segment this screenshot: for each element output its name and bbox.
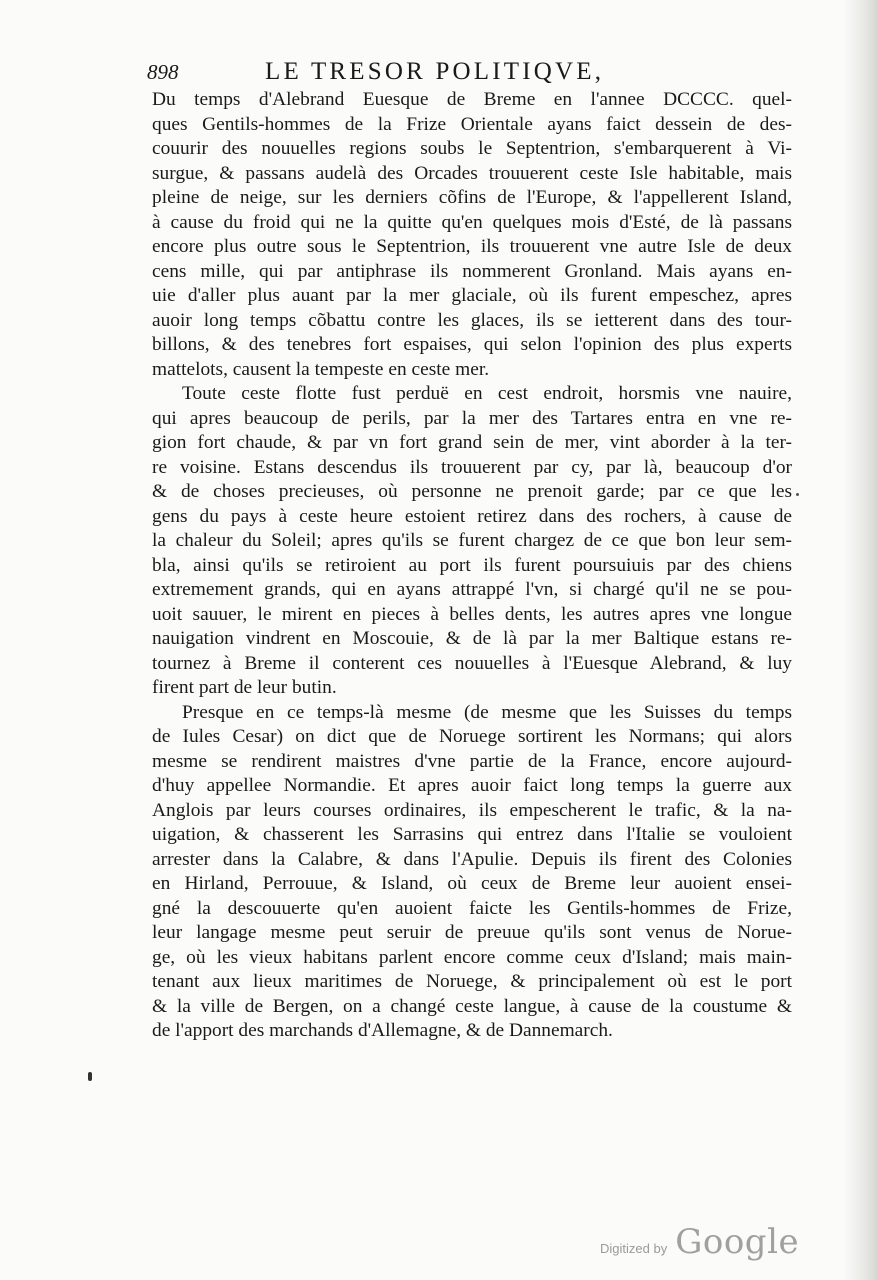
page-number: 898 [147, 60, 179, 84]
text-line: surgue, & passans audelà des Orcades trouuerent ceste Isle habitable, mais [152, 162, 792, 184]
ink-mark [88, 1072, 92, 1081]
google-logo: Google [675, 1222, 800, 1262]
text-line: gion fort chaude, & par vn fort grand sein de mer, vint aborder à la ter- [152, 432, 792, 453]
text-line: uoit sauuer, le mirent en pieces à belles dents, les autres apres vne longue [152, 603, 792, 625]
text-line: qui apres beaucoup de perils, par la mer des Tartares entra en vne re- [152, 407, 792, 429]
text-line: pleine de neige, sur les derniers cõfins de l'Europe, & l'appellerent Island, [152, 187, 792, 208]
text-line: & la ville de Bergen, on a changé ceste langue, à cause de la coustume & [152, 995, 792, 1017]
text-line: gens du pays à ceste heure estoient retirez dans des rochers, à cause de [152, 505, 792, 527]
text-line: couurir des nouuelles regions soubs le Septentrion, s'embarquerent à Vi- [152, 138, 792, 159]
digitization-watermark [600, 1222, 799, 1262]
page-gutter-shadow [843, 0, 877, 1280]
text-line: bla, ainsi qu'ils se retiroient au port ils furent poursuiuis par des chiens [152, 554, 792, 576]
text-line: mattelots, causent la tempeste en ceste mer. [152, 358, 490, 380]
text-line: gné la descouuerte qu'en auoient faicte les Gentils-hommes de Frize, [152, 897, 792, 919]
text-line: de l'apport des marchands d'Allemagne, & de Dannemarch. [152, 1020, 613, 1041]
paragraph-start-line: Toute ceste flotte fust perduë en cest endroit, horsmis vne nauire, [182, 383, 792, 404]
text-line: encore plus outre sous le Septentrion, ils trouuerent vne autre Isle de deux [152, 236, 792, 257]
text-line: billons, & des tenebres fort espaises, qui selon l'opinion des plus experts [152, 334, 792, 355]
text-line: leur langage mesme peut seruir de preuue qu'ils sont venus de Norue- [152, 922, 792, 943]
text-line: de Iules Cesar) on dict que de Noruege sortirent les Normans; qui alors [152, 726, 792, 747]
text-line: re voisine. Estans descendus ils trouuerent par cy, par là, beaucoup d'or [152, 456, 792, 478]
text-line: & de choses precieuses, où personne ne prenoit garde; par ce que les [152, 481, 792, 502]
ink-speck [796, 493, 799, 496]
text-line: Anglois par leurs courses ordinaires, ils empescherent le trafic, & la na- [152, 799, 792, 821]
paragraph-start-line: Presque en ce temps-là mesme (de mesme que les Suisses du temps [182, 701, 792, 723]
watermark-prefix: Digitized by [600, 1241, 668, 1256]
text-line: uie d'aller plus auant par la mer glaciale, où ils furent empeschez, apres [152, 285, 792, 306]
text-line: ge, où les vieux habitans parlent encore comme ceux d'Island; mais main- [152, 946, 792, 968]
text-line: tournez à Breme il conterent ces nouuelles à l'Euesque Alebrand, & luy [152, 652, 792, 674]
text-line: d'huy appellee Normandie. Et apres auoir faict long temps la guerre aux [152, 775, 792, 796]
text-line: nauigation vindrent en Moscouie, & de là par la mer Baltique estans re- [152, 628, 792, 649]
text-line: uigation, & chasserent les Sarrasins qui entrez dans l'Italie se vouloient [152, 824, 792, 845]
text-line: arrester dans la Calabre, & dans l'Apulie. Depuis ils firent des Colonies [152, 848, 792, 870]
running-title: LE TRESOR POLITIQVE, [265, 58, 605, 85]
text-line: Du temps d'Alebrand Euesque de Breme en l'annee DCCCC. quel- [152, 89, 792, 110]
text-line: cens mille, qui par antiphrase ils nommerent Gronland. Mais ayans en- [152, 260, 792, 282]
text-line: auoir long temps cõbattu contre les glaces, ils se ietterent dans des tour- [152, 309, 792, 331]
text-line: firent part de leur butin. [152, 677, 337, 698]
text-line: en Hirland, Perrouue, & Island, où ceux de Breme leur auoient ensei- [152, 873, 792, 894]
text-line: extremement grands, qui en ayans attrappé l'vn, si chargé qu'il ne se pou- [152, 579, 792, 600]
text-line: la chaleur du Soleil; apres qu'ils se furent chargez de ce que bon leur sem- [152, 530, 792, 551]
running-head [147, 58, 667, 88]
text-line: tenant aux lieux maritimes de Noruege, & principalement où est le port [152, 971, 792, 992]
body-text [152, 88, 792, 1044]
text-line: ques Gentils-hommes de la Frize Orientale ayans faict dessein de des- [152, 113, 792, 135]
text-line: mesme se rendirent maistres d'vne partie de la France, encore aujourd- [152, 750, 792, 772]
text-line: à cause du froid qui ne la quitte qu'en quelques mois d'Esté, de là passans [152, 211, 792, 233]
